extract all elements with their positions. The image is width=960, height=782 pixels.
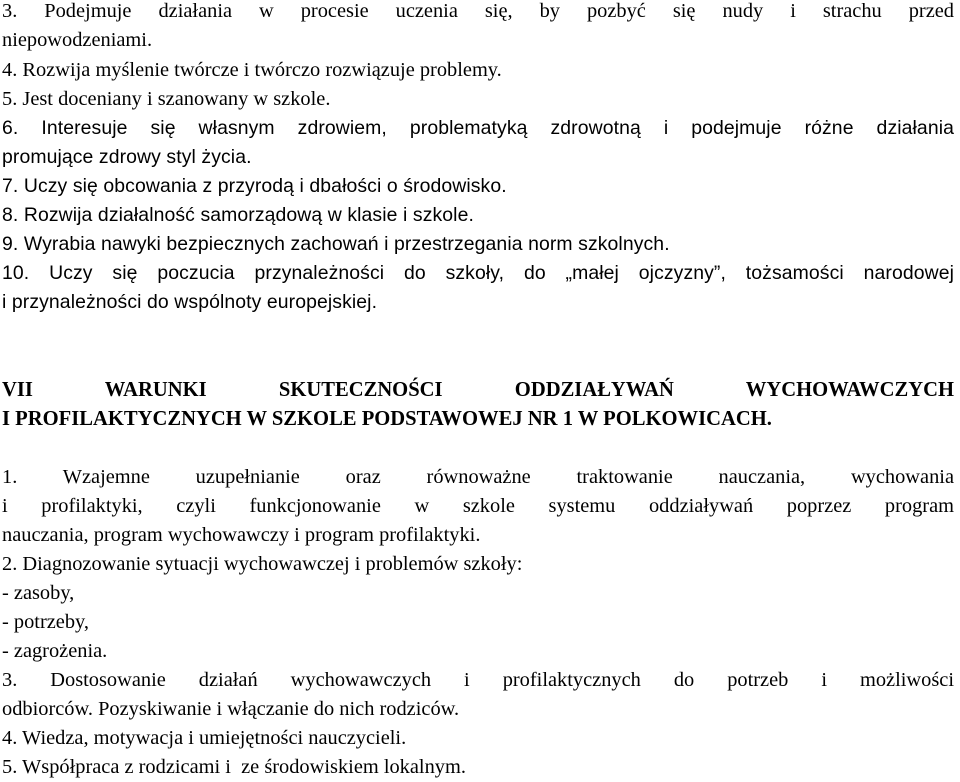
- section-heading-line-1: VII WARUNKI SKUTECZNOŚCI ODDZIAŁYWAŃ WYCHOWAWCZYCH: [2, 379, 954, 401]
- list-item-3-line-1: 3. Podejmuje działania w procesie uczenia się, by pozbyć się nudy i strachu przed: [2, 0, 954, 22]
- list-item-5: 5. Jest doceniany i szanowany w szkole.: [2, 88, 331, 110]
- condition-2-bullet-zagrozenia: - zagrożenia.: [2, 640, 108, 662]
- list-item-9: 9. Wyrabia nawyki bezpiecznych zachowań i przestrzegania norm szkolnych.: [2, 233, 670, 255]
- condition-2-bullet-zasoby: - zasoby,: [2, 582, 75, 604]
- list-item-4: 4. Rozwija myślenie twórcze i twórczo rozwiązuje problemy.: [2, 59, 502, 81]
- condition-2-bullet-potrzeby: - potrzeby,: [2, 611, 89, 633]
- list-item-7: 7. Uczy się obcowania z przyrodą i dbałości o środowisko.: [2, 175, 507, 197]
- list-item-3-line-2: niepowodzeniami.: [2, 29, 153, 51]
- condition-1-line-1: 1. Wzajemne uzupełnianie oraz równoważne traktowanie nauczania, wychowania: [2, 466, 954, 488]
- condition-5: 5. Współpraca z rodzicami i ze środowiskiem lokalnym.: [2, 756, 466, 778]
- list-item-10-line-2: i przynależności do wspólnoty europejskiej.: [2, 291, 378, 313]
- condition-1-line-2: i profilaktyki, czyli funkcjonowanie w szkole systemu oddziaływań poprzez program: [2, 495, 954, 517]
- condition-3-line-2: odbiorców. Pozyskiwanie i włączanie do nich rodziców.: [2, 698, 460, 720]
- condition-2: 2. Diagnozowanie sytuacji wychowawczej i problemów szkoły:: [2, 553, 523, 575]
- condition-3-line-1: 3. Dostosowanie działań wychowawczych i profilaktycznych do potrzeb i możliwości: [2, 669, 954, 691]
- list-item-6-line-1: 6. Interesuje się własnym zdrowiem, problematyką zdrowotną i podejmuje różne działania: [2, 117, 954, 139]
- list-item-10-line-1: 10. Uczy się poczucia przynależności do szkoły, do „małej ojczyzny”, tożsamości narodowej: [2, 262, 954, 284]
- condition-4: 4. Wiedza, motywacja i umiejętności nauczycieli.: [2, 727, 407, 749]
- list-item-6-line-2: promujące zdrowy styl życia.: [2, 146, 252, 168]
- condition-1-line-3: nauczania, program wychowawczy i program profilaktyki.: [2, 524, 481, 546]
- section-heading-line-2: I PROFILAKTYCZNYCH W SZKOLE PODSTAWOWEJ NR 1 W POLKOWICACH.: [2, 408, 772, 430]
- list-item-8: 8. Rozwija działalność samorządową w klasie i szkole.: [2, 204, 474, 226]
